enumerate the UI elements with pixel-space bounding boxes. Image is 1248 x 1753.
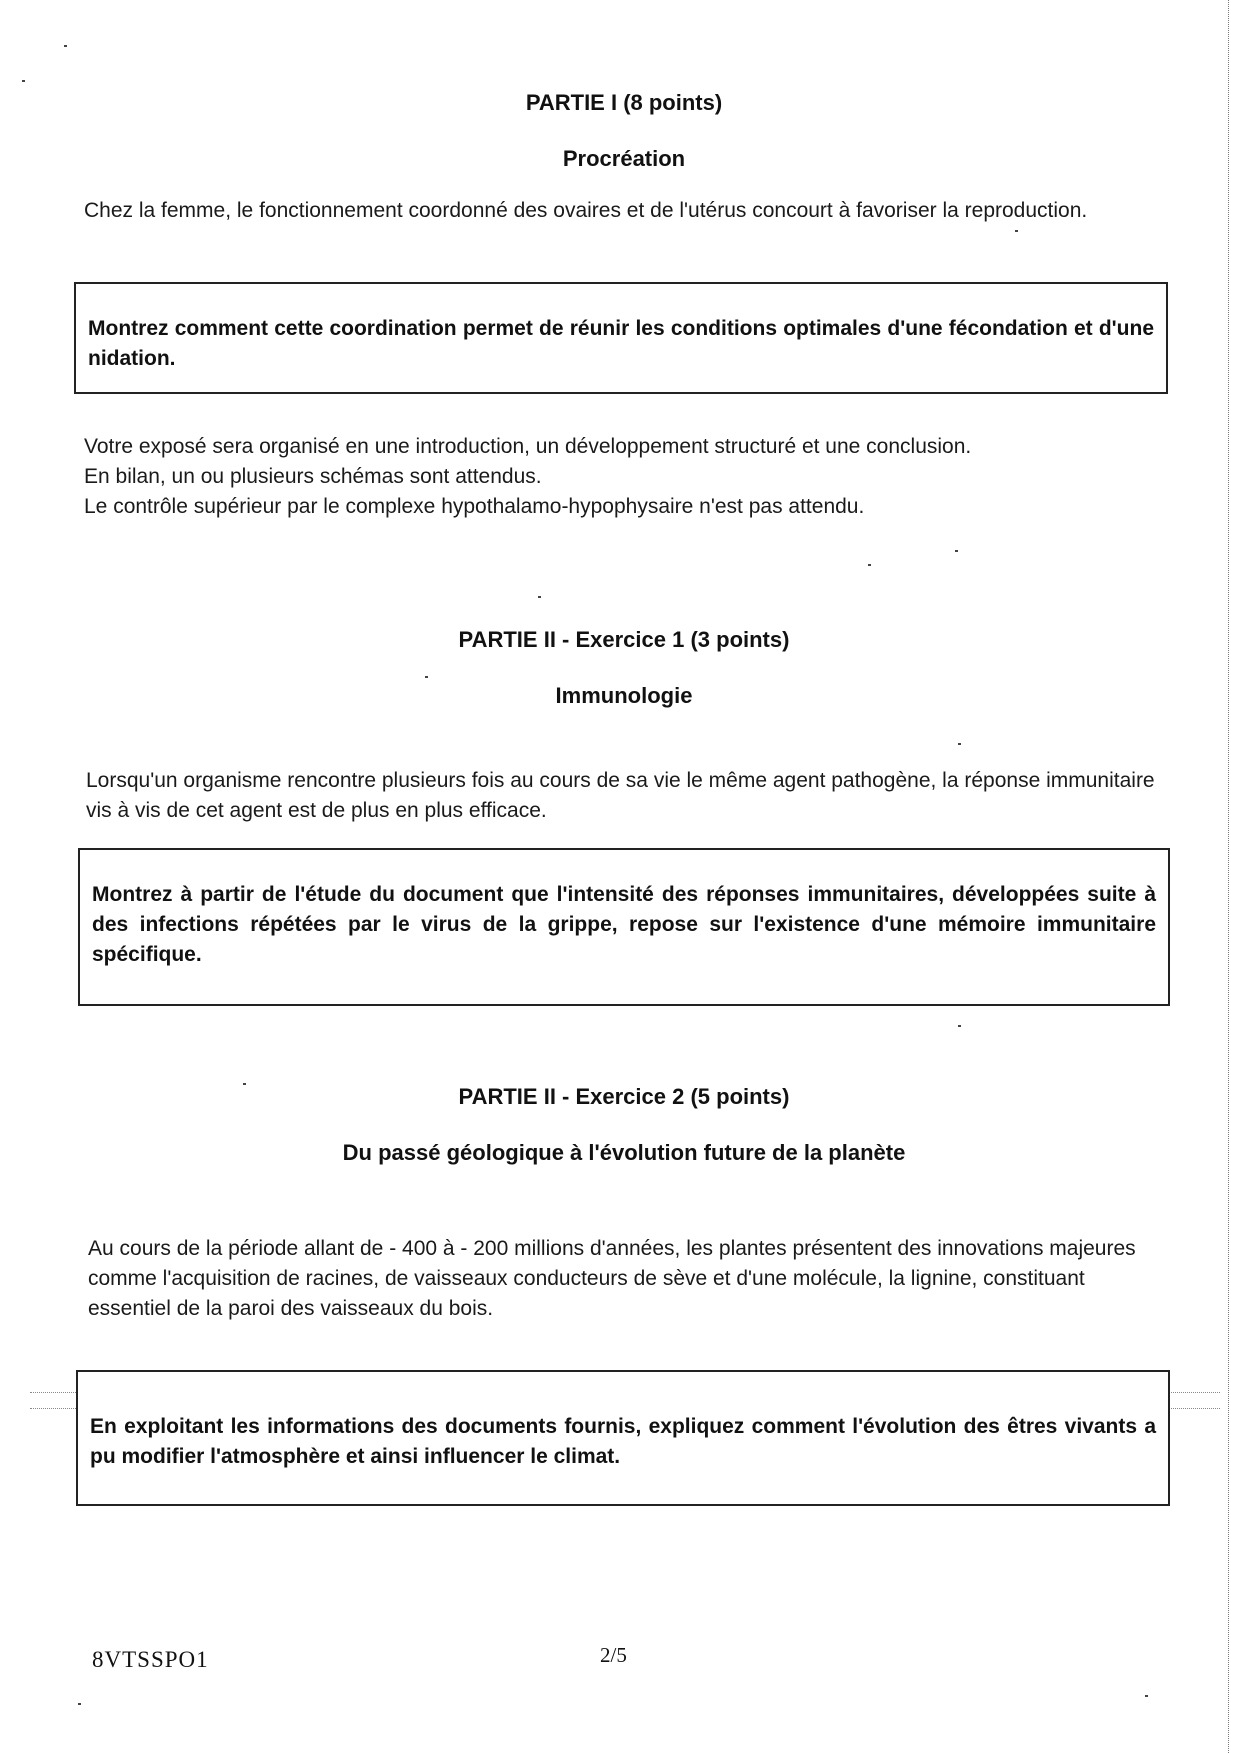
partie1-heading: PARTIE I (8 points) [525, 90, 723, 115]
partie1-subtitle: Procréation [562, 146, 686, 171]
scan-speck [22, 80, 25, 82]
partie1-task-text: Montrez comment cette coordination permet de réunir les conditions optimales d'une fécondation et d'une nidation. [88, 317, 1154, 370]
page-right-edge [1228, 0, 1229, 1753]
scan-speck [1145, 1695, 1148, 1697]
partie2-ex2-task-box [76, 1370, 1170, 1506]
partie1-task-box [74, 282, 1168, 394]
partie2-ex1-heading: PARTIE II - Exercice 1 (3 points) [458, 627, 790, 652]
partie1-instruction-1: Votre exposé sera organisé en une introduction, un développement structuré et une conclusion. [84, 435, 972, 458]
scan-speck [64, 45, 67, 47]
partie1-intro-text: Chez la femme, le fonctionnement coordonné des ovaires et de l'utérus concourt à favoriser la reproduction. [84, 199, 1088, 222]
scan-speck [1015, 230, 1018, 232]
scan-speck [955, 550, 958, 552]
footer-exam-code: 8VTSSPO1 [92, 1647, 209, 1672]
partie2-ex2-intro [88, 1234, 1158, 1324]
scan-speck [425, 676, 428, 678]
partie1-instruction-3: Le contrôle supérieur par le complexe hypothalamo-hypophysaire n'est pas attendu. [84, 495, 865, 518]
partie2-ex2-task-text: En exploitant les informations des documents fournis, expliquez comment l'évolution des êtres vivants a pu modifier l'atmosphère et ainsi influencer le climat. [90, 1415, 1156, 1468]
partie1-intro [84, 196, 1154, 226]
partie2-ex1-subtitle: Immunologie [555, 683, 693, 708]
scan-speck [958, 1025, 961, 1027]
partie2-ex1-task-box [78, 848, 1170, 1006]
scan-speck [868, 564, 871, 566]
scan-speck [958, 743, 961, 745]
partie1-instructions [84, 432, 1184, 522]
partie2-ex2-intro-text: Au cours de la période allant de - 400 à - 200 millions d'années, les plantes présentent des innovations majeures comme l'acquisition de racines, de vaisseaux conducteurs de sève et d'une molécule, la lignine, constituant essentiel de la paroi des vaisseaux du bois. [88, 1237, 1136, 1320]
scan-speck [538, 596, 541, 598]
partie2-ex1-intro [86, 766, 1156, 826]
partie2-ex1-intro-text: Lorsqu'un organisme rencontre plusieurs fois au cours de sa vie le même agent pathogène, la réponse immunitaire vis à vis de cet agent est de plus en plus efficace. [86, 769, 1155, 822]
partie2-ex2-heading: PARTIE II - Exercice 2 (5 points) [458, 1084, 790, 1109]
partie2-ex2-subtitle: Du passé géologique à l'évolution future de la planète [342, 1140, 906, 1165]
scan-speck [78, 1703, 81, 1705]
partie1-instruction-2: En bilan, un ou plusieurs schémas sont attendus. [84, 465, 542, 488]
footer-page-number: 2/5 [600, 1643, 627, 1667]
partie2-ex1-task-text: Montrez à partir de l'étude du document que l'intensité des réponses immunitaires, développées suite à des infections répétées par le virus de la grippe, repose sur l'existence d'une mémoire immunitaire spécifique. [92, 883, 1156, 966]
